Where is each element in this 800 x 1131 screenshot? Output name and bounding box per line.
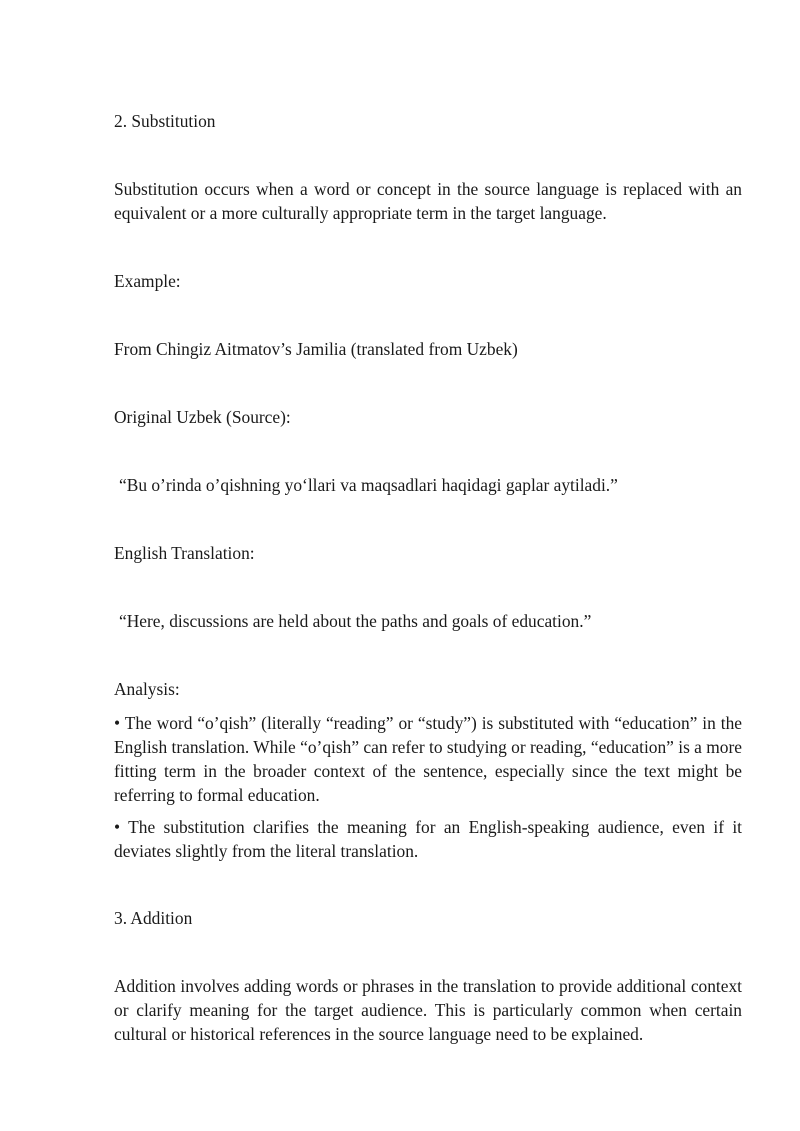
section-heading-addition: 3. Addition <box>114 908 193 928</box>
analysis-bullet-2: • The substitution clarifies the meaning for an English-speaking audience, even if it deviates slightly from the literal translation. <box>114 817 742 861</box>
section-heading-substitution: 2. Substitution <box>114 111 216 131</box>
original-label: Original Uzbek (Source): <box>114 407 291 427</box>
addition-definition: Addition involves adding words or phrases in the translation to provide additional context or clarify meaning for the target audience. This is particularly common when certain cultural or historical references in the source language need to be explained. <box>114 976 742 1044</box>
source-reference: From Chingiz Aitmatov’s Jamilia (translated from Uzbek) <box>114 339 518 359</box>
analysis-bullet-1: • The word “o’qish” (literally “reading” or “study”) is substituted with “education” in the English translation. While “o’qish” can refer to studying or reading, “education” is a more fitting term in the broader context of the sentence, especially since the text might be referring to formal education. <box>114 713 742 805</box>
translation-label: English Translation: <box>114 543 255 563</box>
substitution-definition: Substitution occurs when a word or concept in the source language is replaced with an equivalent or a more culturally appropriate term in the target language. <box>114 179 742 223</box>
analysis-label: Analysis: <box>114 679 180 699</box>
original-uzbek-quote: “Bu o’rinda o’qishning yo‘llari va maqsadlari haqidagi gaplar aytiladi.” <box>119 475 618 495</box>
example-label: Example: <box>114 271 181 291</box>
english-translation-quote: “Here, discussions are held about the paths and goals of education.” <box>119 611 592 631</box>
